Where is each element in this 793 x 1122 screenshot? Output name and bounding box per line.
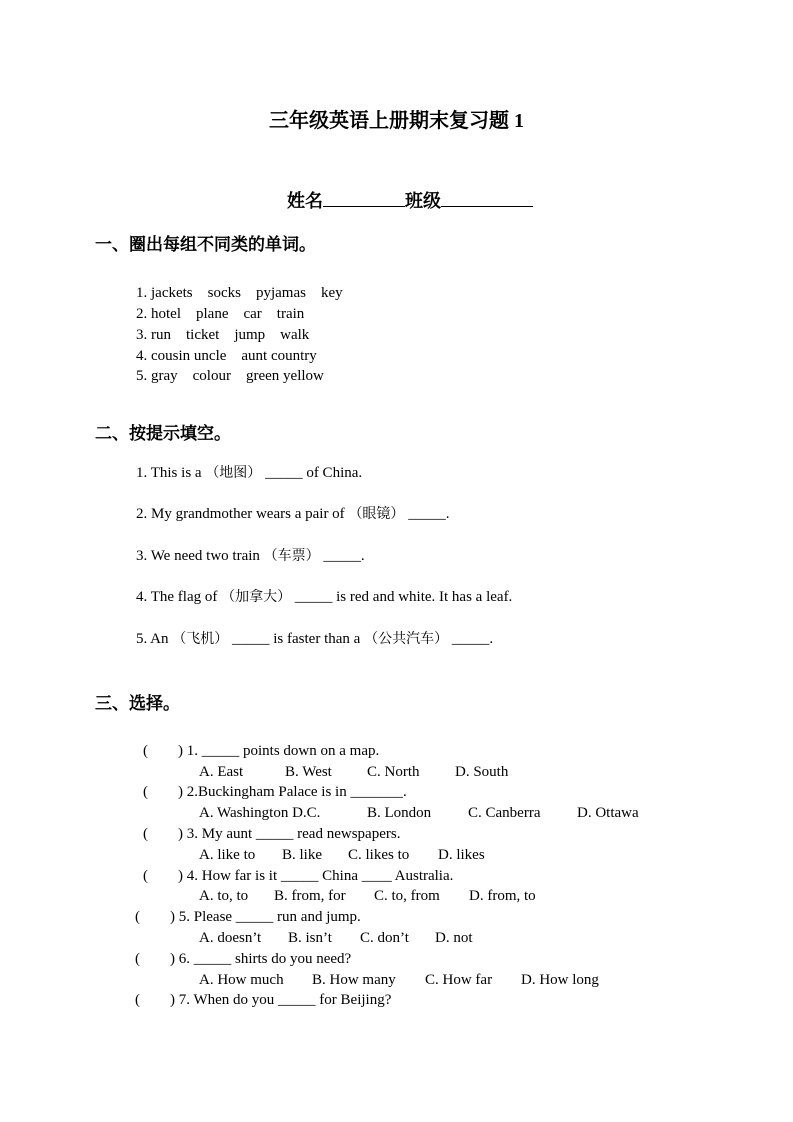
fill-item: 3. We need two train （车票） _____. <box>136 548 365 564</box>
hint-text: （眼镜） <box>348 506 405 522</box>
hint-text: （公共汽车） <box>364 631 449 647</box>
question-3: ( ) 3. My aunt _____ read newspapers. <box>143 826 401 842</box>
fill-item: 4. The flag of （加拿大） _____ is red and white. It has a leaf. <box>136 589 513 605</box>
section-2-heading: 二、按提示填空。 <box>95 424 231 444</box>
section-1-heading: 一、圈出每组不同类的单词。 <box>95 235 316 255</box>
option-b: B. How many <box>312 972 396 988</box>
list-item: 2. hotel plane car train <box>136 306 305 322</box>
option-a: A. East <box>199 764 244 780</box>
question-5: ( ) 5. Please _____ run and jump. <box>135 909 361 925</box>
option-c: C. How far <box>425 972 493 988</box>
option-d: D. likes <box>438 847 485 863</box>
question-6: ( ) 6. _____ shirts do you need? <box>135 951 352 967</box>
option-d: D. from, to <box>469 888 536 904</box>
list-item: 5. gray colour green yellow <box>136 368 324 384</box>
option-a: A. like to <box>199 847 256 863</box>
option-b: B. like <box>282 847 322 863</box>
class-label: 班级 <box>405 191 441 212</box>
hint-text: （地图） <box>205 465 262 481</box>
option-b: B. West <box>285 764 332 780</box>
option-a: A. How much <box>199 972 284 988</box>
name-label: 姓名 <box>287 191 323 212</box>
hint-text: （加拿大） <box>221 589 292 605</box>
section-3-heading: 三、选择。 <box>95 694 180 714</box>
option-c: C. don’t <box>360 930 409 946</box>
option-c: C. to, from <box>374 888 440 904</box>
list-item: 3. run ticket jump walk <box>136 327 310 343</box>
option-c: C. likes to <box>348 847 410 863</box>
option-a: A. Washington D.C. <box>199 805 321 821</box>
question-2: ( ) 2.Buckingham Palace is in _______. <box>143 784 407 800</box>
question-7: ( ) 7. When do you _____ for Beijing? <box>135 992 392 1008</box>
list-item: 4. cousin uncle aunt country <box>136 348 317 364</box>
option-d: D. Ottawa <box>577 805 639 821</box>
option-a: A. doesn’t <box>199 930 262 946</box>
question-1: ( ) 1. _____ points down on a map. <box>143 743 380 759</box>
option-b: B. isn’t <box>288 930 332 946</box>
option-c: C. North <box>367 764 420 780</box>
fill-item: 1. This is a （地图） _____ of China. <box>136 465 363 481</box>
option-c: C. Canberra <box>468 805 541 821</box>
hint-text: （飞机） <box>172 631 229 647</box>
fill-item: 5. An （飞机） _____ is faster than a （公共汽车） _____. <box>136 631 494 647</box>
option-d: D. not <box>435 930 473 946</box>
option-d: D. South <box>455 764 509 780</box>
student-info-line <box>278 166 533 213</box>
option-d: D. How long <box>521 972 599 988</box>
fill-item: 2. My grandmother wears a pair of （眼镜） _____. <box>136 506 450 522</box>
option-a: A. to, to <box>199 888 249 904</box>
option-b: B. from, for <box>274 888 346 904</box>
hint-text: （车票） <box>263 548 320 564</box>
page-title: 三年级英语上册期末复习题 1 <box>269 110 524 132</box>
class-blank[interactable] <box>441 188 533 207</box>
list-item: 1. jackets socks pyjamas key <box>136 285 343 301</box>
name-blank[interactable] <box>323 188 405 207</box>
option-b: B. London <box>367 805 432 821</box>
question-4: ( ) 4. How far is it _____ China ____ Australia. <box>143 868 454 884</box>
